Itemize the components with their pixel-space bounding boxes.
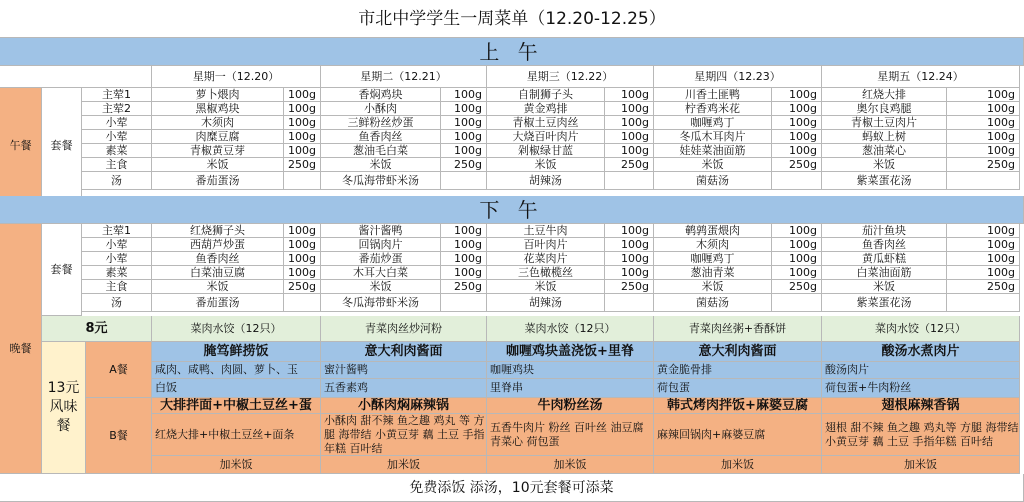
dish-portion [947,294,1020,312]
dish-name: 咖喱鸡丁 [654,252,772,266]
dish-name: 番茄炒蛋 [321,252,441,266]
dish-name: 黑椒鸡块 [152,102,284,116]
dish-portion: 100g [441,266,487,280]
a-meal-side: 五香素鸡 [321,379,487,398]
dish-name: 米饭 [654,280,772,294]
day-header-wed: 星期三（12.22） [487,66,654,88]
dish-name: 柠香鸡米花 [654,102,772,116]
dish-portion: 100g [947,252,1020,266]
a-meal-detail: 蜜汁酱鸭 [321,362,487,379]
b-meal-detail: 麻辣回锅肉+麻婆豆腐 [654,414,822,456]
a-meal-label: A餐 [86,342,152,398]
a-meal-side: 白饭 [152,379,321,398]
dish-portion [441,172,487,190]
dish-type: 素菜 [82,144,152,158]
a-meal-title: 腌笃鲜捞饭 [152,342,321,362]
dish-type: 主荤2 [82,102,152,116]
dish-type: 汤 [82,172,152,190]
dish-name: 红烧大排 [822,88,947,102]
dish-portion: 100g [284,252,321,266]
a-meal-title: 意大利肉酱面 [321,342,487,362]
dish-type: 主食 [82,158,152,172]
dish-portion: 100g [605,238,654,252]
dish-type: 主荤1 [82,88,152,102]
dish-portion [772,172,822,190]
dish-name: 娃娃菜油面筋 [654,144,772,158]
section-afternoon: 下 午 [0,196,1024,224]
b-meal-title: 韩式烤肉拌饭+麻婆豆腐 [654,398,822,414]
dish-portion: 100g [772,102,822,116]
dish-portion: 100g [441,252,487,266]
dish-name: 百叶肉片 [487,238,605,252]
dish-portion: 100g [284,224,321,238]
dish-portion: 100g [441,238,487,252]
b-meal-detail: 红烧大排+中椒土豆丝+面条 [152,414,321,456]
dish-name: 萝卜煨肉 [152,88,284,102]
dish-portion: 250g [605,158,654,172]
dish-portion: 100g [772,238,822,252]
dish-name: 三鲜粉丝炒蛋 [321,116,441,130]
dish-portion [605,294,654,312]
dish-portion: 100g [441,144,487,158]
eight-yuan-item: 菜肉水饺（12只） [487,316,654,342]
dish-portion: 100g [947,88,1020,102]
dish-name: 米饭 [654,158,772,172]
day-header-mon: 星期一（12.20） [152,66,321,88]
dish-name: 咖喱鸡丁 [654,116,772,130]
dish-portion: 100g [605,266,654,280]
dish-name: 番茄蛋汤 [152,294,284,312]
dish-portion: 100g [441,130,487,144]
eight-yuan-item: 青菜肉丝粥+香酥饼 [654,316,822,342]
eight-yuan-item: 菜肉水饺（12只） [822,316,1020,342]
flavor-meal-label: 13元风味餐 [42,342,86,474]
dish-portion: 100g [772,252,822,266]
set-dinner: 套餐 [42,224,82,316]
dish-name: 米饭 [152,158,284,172]
b-meal-label: B餐 [86,398,152,474]
dish-name: 青椒黄豆芽 [152,144,284,158]
dish-portion: 100g [441,116,487,130]
dish-name: 葱油青菜 [654,266,772,280]
a-meal-title: 意大利肉酱面 [654,342,822,362]
dish-name: 木耳大白菜 [321,266,441,280]
dish-portion: 100g [947,266,1020,280]
dish-portion [605,172,654,190]
dish-type: 汤 [82,294,152,312]
dish-name: 青椒土豆肉片 [822,116,947,130]
dish-name: 茄汁鱼块 [822,224,947,238]
dish-name: 青椒土豆肉丝 [487,116,605,130]
a-meal-side: 荷包蛋+牛肉粉丝 [822,379,1020,398]
dish-portion: 250g [284,280,321,294]
dish-name: 番茄蛋汤 [152,172,284,190]
price-8: 8元 [42,316,152,342]
dish-portion: 100g [605,130,654,144]
dish-name: 葱油菜心 [822,144,947,158]
a-meal-detail: 咖喱鸡块 [487,362,654,379]
dish-type: 小荤 [82,238,152,252]
dish-portion: 100g [947,224,1020,238]
dish-portion: 100g [772,144,822,158]
dish-portion: 100g [441,88,487,102]
dish-portion: 250g [772,280,822,294]
dish-type: 小荤 [82,252,152,266]
dish-portion [284,294,321,312]
section-morning: 上 午 [0,38,1024,66]
b-meal-title: 牛肉粉丝汤 [487,398,654,414]
b-meal-extra: 加米饭 [487,456,654,474]
meal-lunch: 午餐 [0,88,42,204]
dish-name: 自制狮子头 [487,88,605,102]
a-meal-side: 里脊串 [487,379,654,398]
dish-name: 米饭 [152,280,284,294]
eight-yuan-item: 青菜肉丝炒河粉 [321,316,487,342]
dish-portion: 100g [284,144,321,158]
dish-name: 剁椒绿甘蓝 [487,144,605,158]
dish-portion: 100g [284,130,321,144]
dish-name: 葱油毛白菜 [321,144,441,158]
a-meal-title: 咖喱鸡块盖浇饭+里脊 [487,342,654,362]
dish-name: 鱼香肉丝 [822,238,947,252]
b-meal-detail: 五香牛肉片 粉丝 百叶丝 油豆腐 青菜心 荷包蛋 [487,414,654,456]
dish-portion: 250g [441,158,487,172]
dish-name: 木须肉 [654,238,772,252]
dish-portion: 100g [284,102,321,116]
dish-portion: 100g [284,88,321,102]
dish-portion: 100g [605,102,654,116]
dish-portion: 100g [605,252,654,266]
dish-name: 胡辣汤 [487,294,605,312]
dish-name: 黄金鸡排 [487,102,605,116]
dish-name: 黄瓜虾糕 [822,252,947,266]
dish-name: 米饭 [822,158,947,172]
dish-name: 回锅肉片 [321,238,441,252]
dish-type: 小荤 [82,116,152,130]
dish-portion: 100g [284,266,321,280]
dish-name: 紫菜蛋花汤 [822,172,947,190]
day-header-tue: 星期二（12.21） [321,66,487,88]
a-meal-detail: 酸汤肉片 [822,362,1020,379]
dish-name: 肉糜豆腐 [152,130,284,144]
dish-portion: 100g [605,88,654,102]
dish-type: 主荤1 [82,224,152,238]
dish-type: 素菜 [82,266,152,280]
page-title: 市北中学学生一周菜单（12.20-12.25） [0,0,1024,38]
dish-portion: 250g [947,280,1020,294]
header-blank [0,66,152,88]
dish-name: 西葫芦炒蛋 [152,238,284,252]
dish-portion: 100g [605,224,654,238]
a-meal-detail: 黄金脆骨排 [654,362,822,379]
dish-name: 冬瓜海带虾米汤 [321,172,441,190]
dish-name: 紫菜蛋花汤 [822,294,947,312]
dish-portion: 100g [772,130,822,144]
b-meal-extra: 加米饭 [654,456,822,474]
dish-name: 木须肉 [152,116,284,130]
dish-portion: 100g [772,266,822,280]
eight-yuan-item: 菜肉水饺（12只） [152,316,321,342]
b-meal-detail: 小酥肉 甜不辣 鱼之趣 鸡丸 等 方腿 海带结 小黄豆芽 藕 土豆 手指年糕 百叶结 [321,414,487,456]
dish-portion: 100g [605,144,654,158]
dish-name: 冬瓜海带虾米汤 [321,294,441,312]
day-header-fri: 星期五（12.24） [822,66,1020,88]
dish-portion: 100g [947,238,1020,252]
dish-name: 奥尔良鸡腿 [822,102,947,116]
b-meal-extra: 加米饭 [152,456,321,474]
dish-portion: 100g [772,88,822,102]
dish-portion: 250g [605,280,654,294]
dish-name: 米饭 [321,280,441,294]
dish-portion [284,172,321,190]
dish-name: 鱼香肉丝 [321,130,441,144]
dish-name: 米饭 [321,158,441,172]
dish-name: 红烧狮子头 [152,224,284,238]
dish-name: 花菜肉片 [487,252,605,266]
dish-name: 酱汁酱鸭 [321,224,441,238]
dish-name: 米饭 [822,280,947,294]
b-meal-title: 大排拌面+中椒土豆丝+蛋 [152,398,321,414]
dish-name: 冬瓜木耳肉片 [654,130,772,144]
dish-portion: 100g [947,102,1020,116]
dish-type: 主食 [82,280,152,294]
dish-name: 鹌鹑蛋煨肉 [654,224,772,238]
dish-name: 大烧百叶肉片 [487,130,605,144]
dish-name: 菌菇汤 [654,172,772,190]
dish-name: 蚂蚁上树 [822,130,947,144]
dish-portion: 100g [441,102,487,116]
dish-name: 白菜油豆腐 [152,266,284,280]
dish-portion [947,172,1020,190]
dish-name: 米饭 [487,158,605,172]
dish-portion: 250g [772,158,822,172]
b-meal-title: 小酥肉焖麻辣锅 [321,398,487,414]
b-meal-title: 翅根麻辣香锅 [822,398,1020,414]
dish-portion: 100g [284,238,321,252]
dish-name: 米饭 [487,280,605,294]
footer-note: 免费添饭 添汤，10元套餐可添菜 [0,474,1024,502]
dish-portion: 250g [284,158,321,172]
dish-name: 川香土匪鸭 [654,88,772,102]
a-meal-detail: 咸肉、咸鸭、肉圆、萝卜、玉 [152,362,321,379]
dish-portion: 100g [441,224,487,238]
dish-portion [772,294,822,312]
dish-portion: 100g [947,116,1020,130]
dish-name: 香焖鸡块 [321,88,441,102]
dish-portion: 100g [947,144,1020,158]
meal-dinner: 晚餐 [0,224,42,474]
dish-name: 三色橄榄丝 [487,266,605,280]
a-meal-side: 荷包蛋 [654,379,822,398]
dish-portion: 100g [772,116,822,130]
dish-name: 鱼香肉丝 [152,252,284,266]
dish-portion [441,294,487,312]
b-meal-extra: 加米饭 [321,456,487,474]
dish-type: 小荤 [82,130,152,144]
dish-portion: 100g [605,116,654,130]
dish-portion: 100g [947,130,1020,144]
b-meal-detail: 翅根 甜不辣 鱼之趣 鸡丸等 方腿 海带结 小黄豆芽 藕 土豆 手指年糕 百叶结 [822,414,1020,456]
b-meal-extra: 加米饭 [822,456,1020,474]
dish-name: 菌菇汤 [654,294,772,312]
dish-name: 白菜油面筋 [822,266,947,280]
dish-portion: 250g [441,280,487,294]
day-header-thu: 星期四（12.23） [654,66,822,88]
dish-name: 土豆牛肉 [487,224,605,238]
a-meal-title: 酸汤水煮肉片 [822,342,1020,362]
set-lunch: 套餐 [42,88,82,204]
dish-portion: 100g [772,224,822,238]
dish-portion: 250g [947,158,1020,172]
dish-portion: 100g [284,116,321,130]
dish-name: 小酥肉 [321,102,441,116]
dish-name: 胡辣汤 [487,172,605,190]
